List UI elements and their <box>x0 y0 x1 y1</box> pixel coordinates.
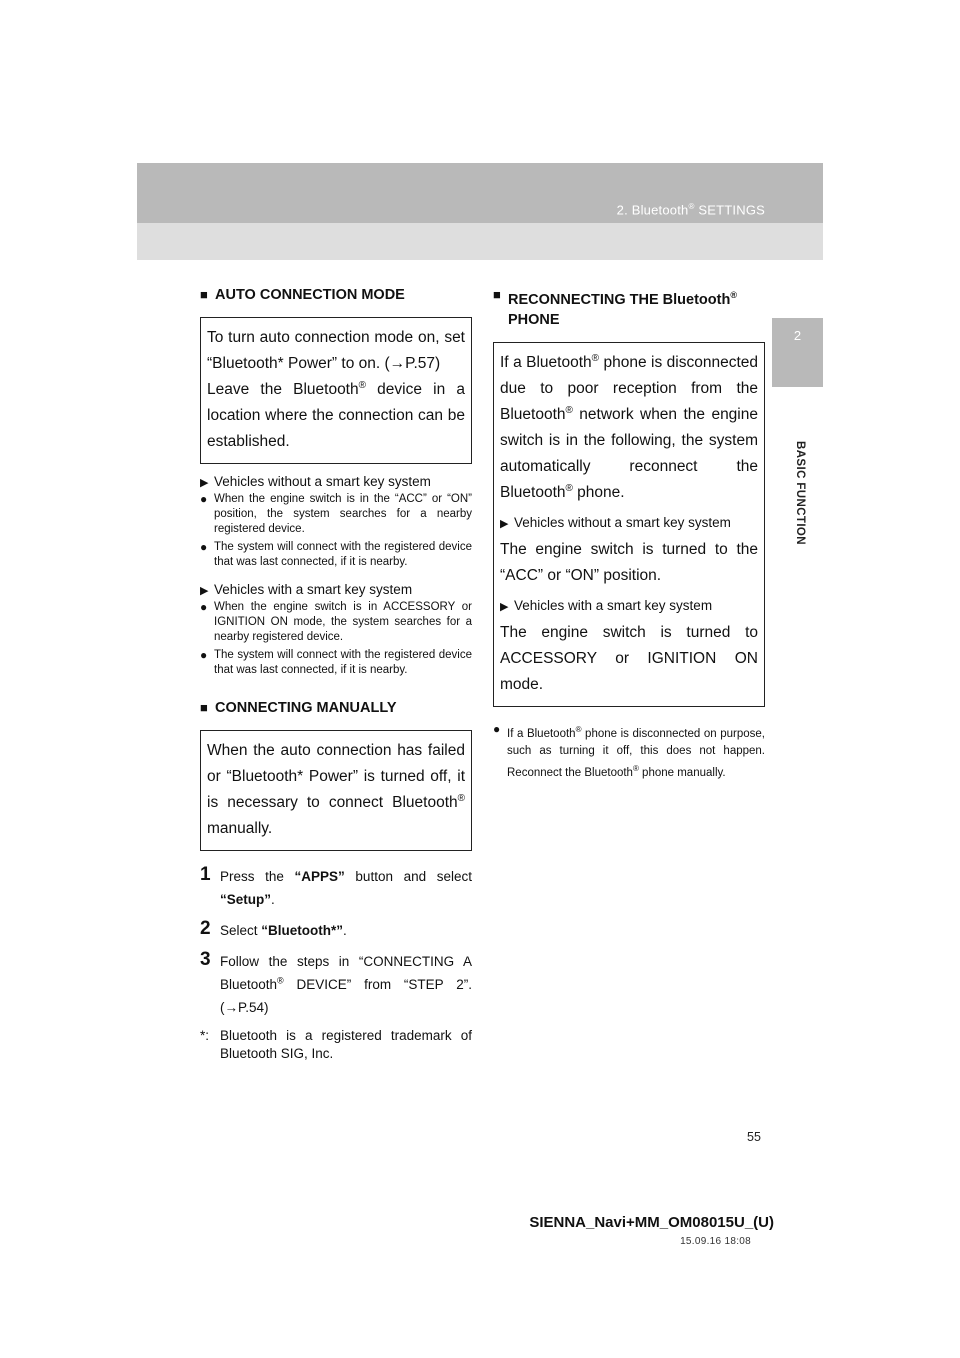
chapter-number: 2 <box>793 328 802 343</box>
header-subband <box>137 223 823 260</box>
list-item: ● When the engine switch is in ACCESSORY or IGNITION ON mode, the system searches for a nearby registered device. <box>200 600 472 643</box>
document-code: SIENNA_Navi+MM_OM08015U_(U) <box>529 1214 774 1231</box>
connecting-manually-box: When the auto connection has failed or “Bluetooth* Power” is turned off, it is necessary to connect Bluetooth® manually. <box>200 730 472 851</box>
chapter-label: BASIC FUNCTION <box>794 441 806 545</box>
right-column <box>493 285 765 784</box>
square-bullet-icon: ■ <box>200 700 208 715</box>
smart-key-text: The engine switch is turned to ACCESSORY or IGNITION ON mode. <box>500 623 758 693</box>
step-3: 3 Follow the steps in “CONNECTING A Bluetooth® DEVICE” from “STEP 2”. (→P.54) <box>200 949 472 1015</box>
section-title: 2. Bluetooth® SETTINGS <box>616 202 765 218</box>
print-date: 15.09.16 18:08 <box>680 1236 751 1247</box>
arrow-right-icon: ▶ <box>200 477 209 489</box>
page-number: 55 <box>747 1130 761 1144</box>
square-bullet-icon: ■ <box>493 287 501 302</box>
smart-key-heading: ▶ Vehicles with a smart key system <box>500 593 758 620</box>
no-smart-key-heading: ▶ Vehicles without a smart key system <box>500 510 758 537</box>
arrow-right-icon: ▶ <box>500 600 509 613</box>
left-column <box>200 285 472 1063</box>
list-item: ● If a Bluetooth® phone is disconnected on purpose, such as turning it off, this does not happen. Reconnect the Bluetooth® phone manually. <box>493 721 765 782</box>
bullet-icon: ● <box>200 600 208 614</box>
reconnecting-box: If a Bluetooth® phone is disconnected due to poor reception from the Bluetooth® network when the engine switch is in the following, the system automatically reconnect the Bluetooth® phone. ▶ Vehicles without a smart key system The engine switch is turned to the “ACC” or “ON” position. ▶ Vehicles with a smart key system The engine switch is turned to ACCESSORY or IGNITION ON mode. <box>493 342 765 707</box>
step-2: 2 Select “Bluetooth*”. <box>200 918 347 939</box>
arrow-right-icon: ▶ <box>200 585 209 597</box>
list-item: ● When the engine switch is in the “ACC” or “ON” position, the system searches for a nearby registered device. <box>200 492 472 535</box>
bullet-icon: ● <box>200 492 208 506</box>
auto-connection-heading: ■ AUTO CONNECTION MODE <box>200 287 405 303</box>
arrow-right-icon: ▶ <box>500 517 509 530</box>
bullet-icon: ● <box>200 540 208 554</box>
no-smart-key-heading: ▶ Vehicles without a smart key system <box>200 474 431 489</box>
connecting-manually-heading: ■ CONNECTING MANUALLY <box>200 700 397 716</box>
trademark-note: *: Bluetooth is a registered trademark of Bluetooth SIG, Inc. <box>200 1028 472 1061</box>
step-1: 1 Press the “APPS” button and select “Setup”. <box>200 864 472 907</box>
list-item: ● The system will connect with the registered device that was last connected, if it is nearby. <box>200 648 472 676</box>
smart-key-heading: ▶ Vehicles with a smart key system <box>200 582 413 597</box>
reconnecting-heading: ■ RECONNECTING THE Bluetooth® PHONE <box>493 287 737 328</box>
bullet-icon: ● <box>200 648 208 662</box>
auto-connection-box: To turn auto connection mode on, set “Bluetooth* Power” to on. (→P.57) Leave the Bluetooth® device in a location where the connection can be established. <box>200 317 472 464</box>
chapter-tab <box>772 318 823 387</box>
bullet-icon: ● <box>493 721 501 736</box>
square-bullet-icon: ■ <box>200 287 208 302</box>
no-smart-key-text: The engine switch is turned to the “ACC” or “ON” position. <box>500 540 758 584</box>
list-item: ● The system will connect with the registered device that was last connected, if it is nearby. <box>200 540 472 568</box>
